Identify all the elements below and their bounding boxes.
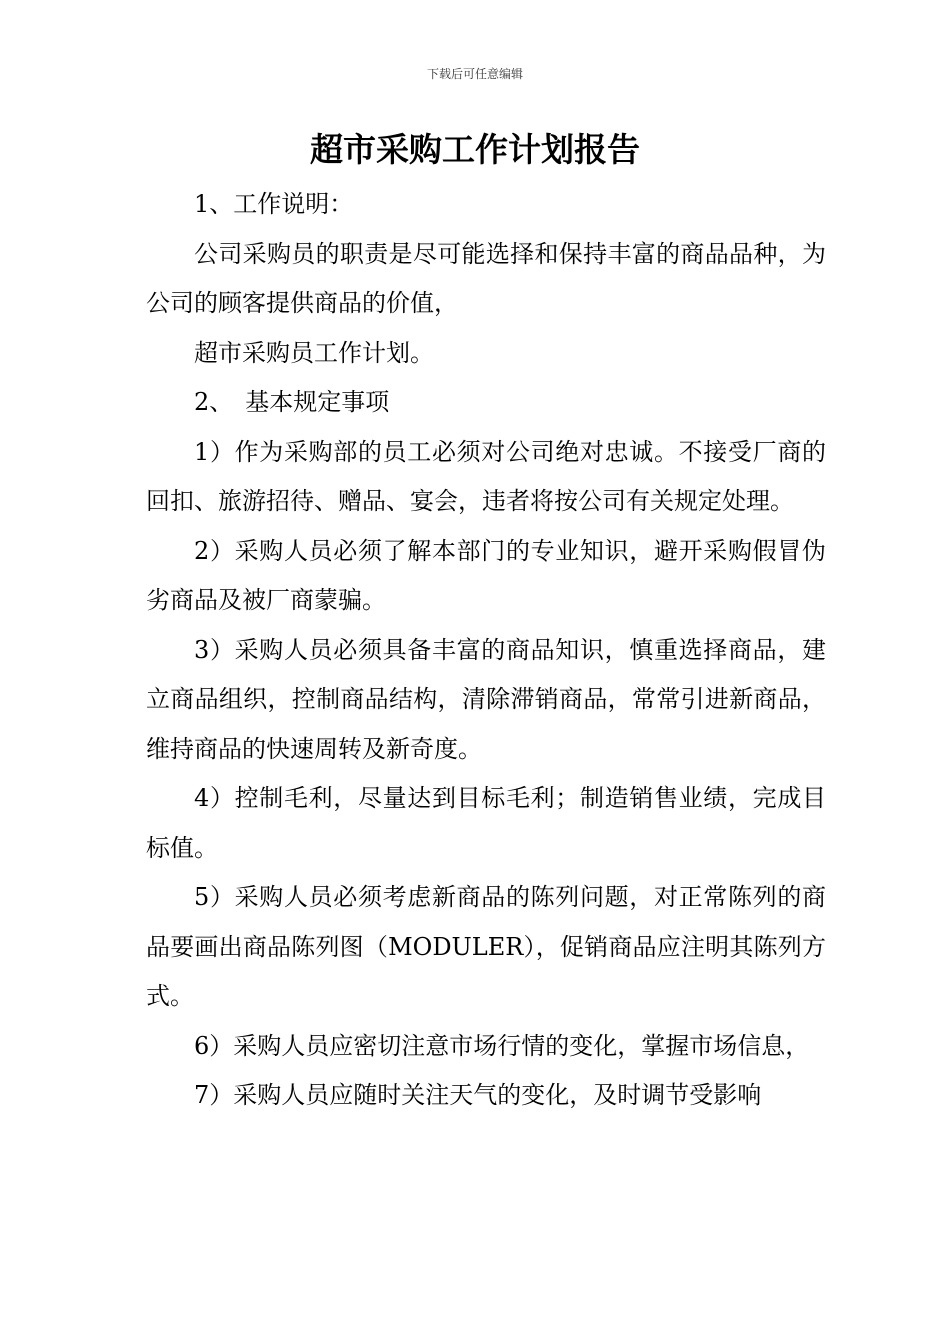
- header-note: 下载后可任意编辑: [426, 67, 523, 81]
- paragraph-rule-3: 3）采购人员必须具备丰富的商品知识，慎重选择商品，建立商品组织，控制商品结构，清除滞销商品，常常引进新商品，维持商品的快速周转及新奇度。: [146, 635, 826, 763]
- paragraph-work-plan: 超市采购员工作计划。: [194, 338, 434, 367]
- document-title: 超市采购工作计划报告: [310, 130, 640, 169]
- paragraph-rule-4: 4）控制毛利，尽量达到目标毛利；制造销售业绩，完成目标值。: [146, 784, 826, 862]
- document-body: [146, 180, 826, 1121]
- paragraph-rule-2: 2）采购人员必须了解本部门的专业知识，避开采购假冒伪劣商品及被厂商蒙骗。: [146, 536, 826, 614]
- paragraph-rule-6: 6）采购人员应密切注意市场行情的变化，掌握市场信息，: [194, 1031, 810, 1060]
- paragraph-basic-rules-heading: 2、 基本规定事项: [194, 388, 390, 416]
- paragraph-rule-1: 1）作为采购部的员工必须对公司绝对忠诚。不接受厂商的回扣、旅游招待、赠品、宴会，违者将按公司有关规定处理。: [146, 437, 826, 515]
- paragraph-buyer-duty: 公司采购员的职责是尽可能选择和保持丰富的商品品种，为公司的顾客提供商品的价值，: [146, 239, 826, 317]
- paragraph-rule-5: 5）采购人员必须考虑新商品的陈列问题，对正常陈列的商品要画出商品陈列图（MODULER），促销商品应注明其陈列方式。: [146, 883, 826, 1010]
- paragraph-rule-7: 7）采购人员应随时关注天气的变化，及时调节受影响: [194, 1081, 762, 1109]
- paragraph-work-description-heading: 1、工作说明：: [194, 190, 354, 218]
